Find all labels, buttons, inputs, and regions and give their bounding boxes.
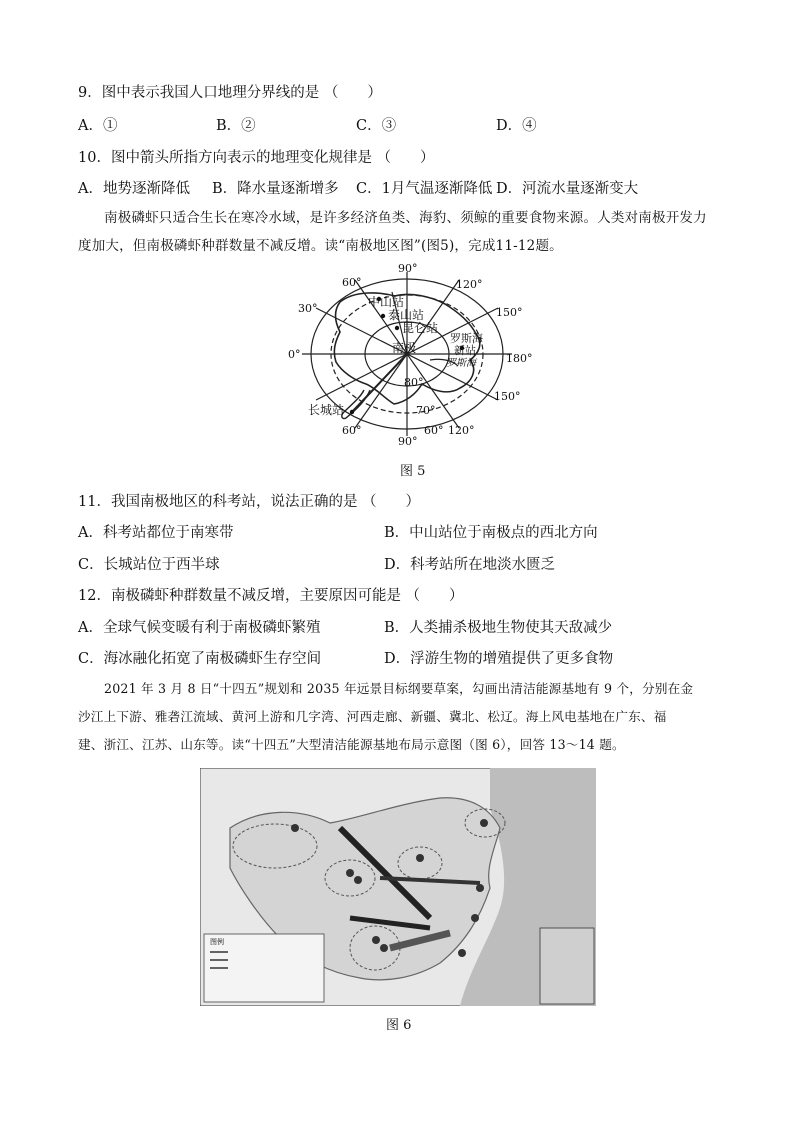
label-lon60-bottom-left: 60°	[342, 424, 362, 437]
q9-stem: 9．图中表示我国人口地理分界线的是 （ ）	[78, 85, 382, 101]
energy-symbol-icon	[346, 869, 354, 877]
figure-5-caption: 图 5	[400, 464, 426, 479]
q12-option-a: A．全球气候变暖有利于南极磷虾繁殖	[78, 620, 321, 636]
energy-symbol-icon	[354, 876, 362, 884]
label-south-pole: 南极	[392, 341, 417, 355]
passage-line: 建、浙江、江苏、山东等。读“十四五”大型清洁能源基地布局示意图（图 6），回答 13～14 题。	[78, 737, 625, 752]
label-ross-sea-top: 罗斯海	[450, 332, 483, 345]
q12-option-c: C．海冰融化拓宽了南极磷虾生存空间	[78, 651, 322, 667]
q11-option-c: C．长城站位于西半球	[78, 557, 220, 573]
antarctic-peninsula	[342, 390, 370, 419]
passage-line: 沙江上下游、雅砻江流域、黄河上游和几字湾、河西走廊、新疆、冀北、松辽。海上风电基地在广东、福	[78, 709, 667, 724]
label-lon0: 0°	[288, 348, 301, 361]
figure-6-energy-base-map	[200, 768, 596, 1006]
label-ross-sea: 罗斯海	[446, 358, 476, 369]
q11-option-b: B．中山站位于南极点的西北方向	[384, 525, 598, 541]
q9-option-a: A．①	[78, 118, 118, 134]
q10-option-a: A．地势逐渐降低	[78, 181, 190, 197]
label-kunlun: 昆仑站	[402, 321, 439, 335]
label-lon150-top-right: 150°	[496, 306, 523, 319]
energy-symbol-icon	[458, 949, 466, 957]
legend-title: 图例	[210, 938, 224, 946]
energy-symbol-icon	[416, 854, 424, 862]
label-lon60-bottom-right: 60°	[424, 424, 444, 437]
q12-option-b: B．人类捕杀极地生物使其天敌减少	[384, 620, 613, 636]
label-zhongshan: 中山站	[368, 295, 405, 309]
q11-option-d: D．科考站所在地淡水匮乏	[384, 557, 556, 573]
label-lon60-top-left: 60°	[342, 276, 362, 289]
station-dot-taishan	[381, 314, 385, 318]
label-lat80: 80°	[404, 376, 424, 389]
station-dot-kunlun	[395, 326, 399, 330]
station-dot-changcheng	[350, 410, 354, 414]
q10-option-d: D．河流水量逐渐变大	[496, 181, 639, 197]
label-lon120-top-right: 120°	[456, 278, 483, 291]
energy-symbol-icon	[291, 824, 299, 832]
inset-map	[540, 928, 594, 1004]
label-taishan: 泰山站	[388, 308, 425, 322]
energy-symbol-icon	[380, 944, 388, 952]
q10-option-b: B．降水量逐渐增多	[212, 181, 339, 197]
label-lon90-top: 90°	[398, 262, 418, 275]
q12-option-d: D．浮游生物的增殖提供了更多食物	[384, 651, 614, 667]
energy-symbol-icon	[480, 819, 488, 827]
energy-symbol-icon	[476, 884, 484, 892]
label-changcheng: 长城站	[308, 403, 345, 417]
label-lon120-bottom-right: 120°	[448, 424, 475, 437]
label-lon180: 180°	[506, 352, 533, 365]
label-lon30: 30°	[298, 302, 318, 315]
q9-option-d: D．④	[496, 118, 537, 134]
q10-option-c: C．1月气温逐渐降低	[356, 181, 493, 197]
passage-line: 南极磷虾只适合生长在寒冷水域，是许多经济鱼类、海豹、须鲸的重要食物来源。人类对南极开发力	[104, 210, 707, 226]
label-lon90-bottom: 90°	[398, 435, 418, 448]
energy-symbol-icon	[372, 936, 380, 944]
label-lat70: 70°	[416, 404, 436, 417]
energy-symbol-icon	[471, 914, 479, 922]
label-xinzhan: 新站	[454, 344, 476, 357]
figure-5-antarctic-map	[280, 262, 540, 452]
q11-stem: 11．我国南极地区的科考站，说法正确的是 （ ）	[78, 494, 421, 510]
q11-option-a: A．科考站都位于南寒带	[78, 525, 234, 541]
passage-line: 度加大，但南极磷虾种群数量不减反增。读“南极地区图”(图5)，完成11-12题。	[78, 238, 563, 254]
q9-option-b: B．②	[216, 118, 256, 134]
passage-clean-energy	[78, 675, 718, 759]
passage-line: 2021 年 3 月 8 日“十四五”规划和 2035 年远景目标纲要草案，勾画出清洁能源基地有 9 个，分别在金	[104, 681, 694, 696]
passage-antarctic-krill	[78, 204, 718, 260]
q10-stem: 10．图中箭头所指方向表示的地理变化规律是 （ ）	[78, 150, 435, 166]
figure-6-caption: 图 6	[386, 1018, 412, 1033]
q12-stem: 12．南极磷虾种群数量不减反增，主要原因可能是 （ ）	[78, 588, 464, 604]
label-lon150-bottom-right: 150°	[494, 390, 521, 403]
q9-option-c: C．③	[356, 118, 397, 134]
